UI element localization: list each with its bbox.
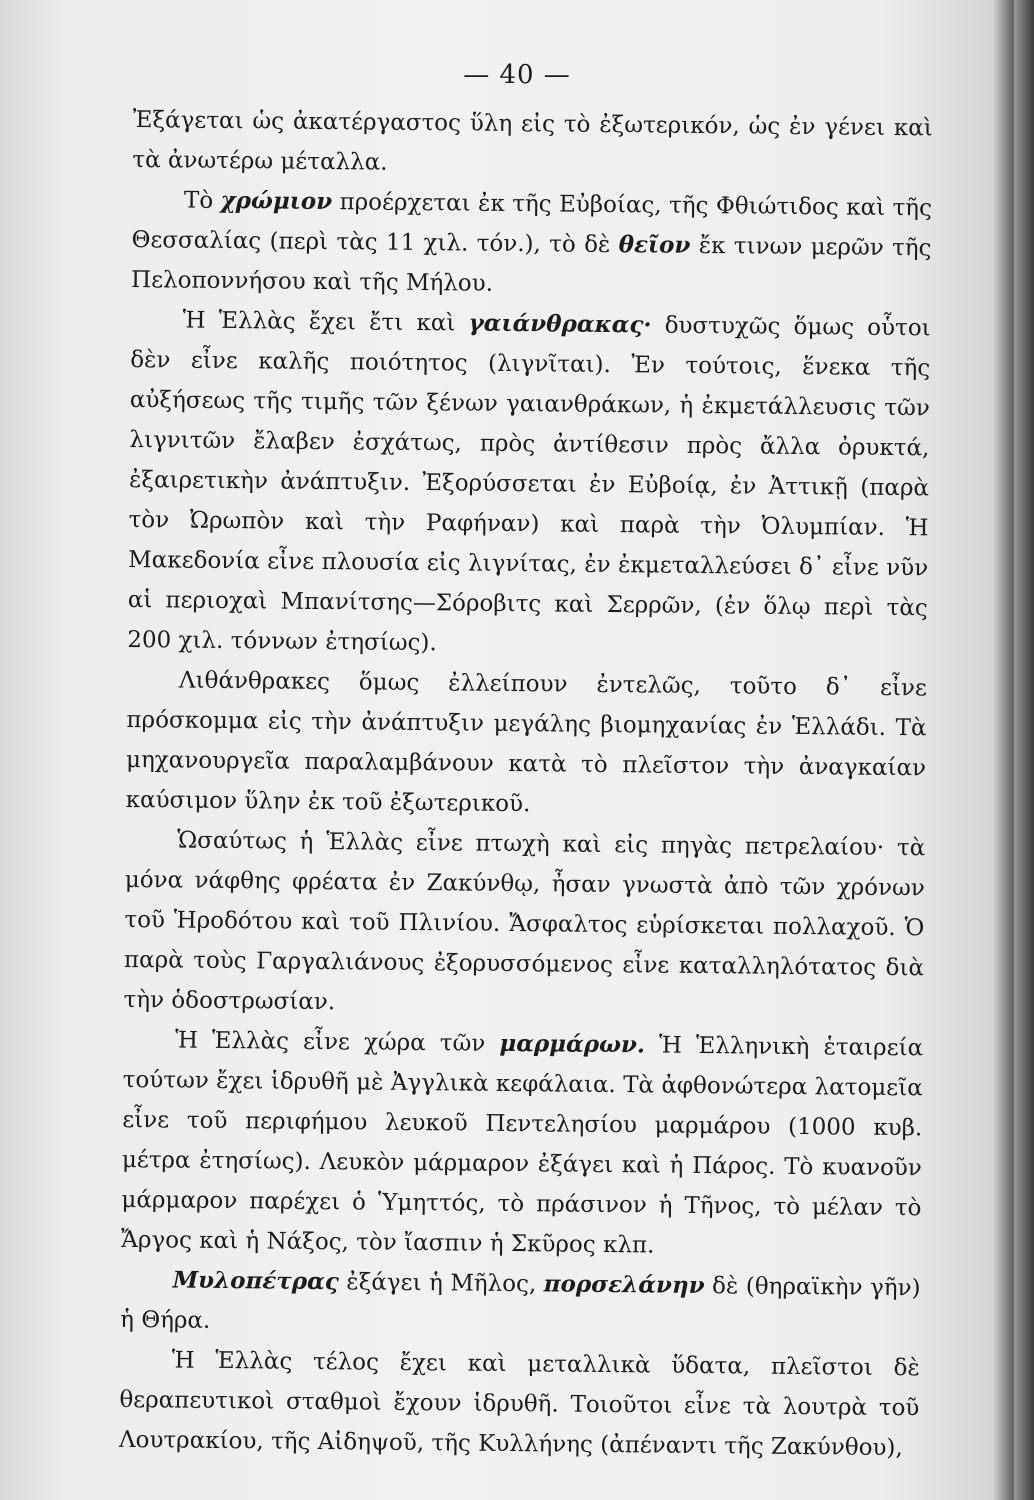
paragraph: [127, 300, 931, 668]
keyword: πορσελάνην: [543, 1270, 705, 1300]
paragraph: [120, 1260, 921, 1348]
keyword: χρώμιον: [220, 186, 333, 216]
text-run: ἐξάγει ἡ Μῆλος,: [338, 1269, 544, 1298]
text-run: δὲ (θηραϊκὴν γῆν) ἡ Θήρα.: [120, 1273, 921, 1334]
text-run: Ἡ Ἑλλὰς τέλος ἔχει καὶ μεταλλικὰ ὕδατα, πλεῖστοι δὲ θεραπευτικοὶ σταθμοὶ ἔχουν ἱδρυθῆ. Τοιοῦτοι εἶνε τὰ λουτρὰ τοῦ Λουτρακίου, τῆς Αἰδηψοῦ, τῆς Κυλλήνης (ἀπέναντι τῆς Ζακύνθου),: [118, 1347, 920, 1462]
keyword: θεῖον: [618, 231, 691, 259]
text-run: προέρχεται ἐκ τῆς Εὐβοίας, τῆς Φθιώτιδος καὶ τῆς Θεσσαλίας (περὶ τὰς 11 χιλ. τόν.), τὸ δὲ: [131, 189, 933, 259]
text-run: Ἐξάγεται ὡς ἀκατέργαστος ὕλη εἰς τὸ ἐξωτερικόν, ὡς ἐν γένει καὶ τὰ ἀνωτέρω μέταλλα.: [132, 106, 933, 176]
text-run: Ὡσαύτως ἡ Ἑλλὰς εἶνε πτωχὴ καὶ εἰς πηγὰς πετρελαίου· τὰ μόνα νάφθης φρέατα ἐν Ζακύνθῳ, ἦσαν γνωστὰ ἀπὸ τῶν χρόνων τοῦ Ἡροδότου καὶ τοῦ Πλινίου. Ἄσφαλτος εὑρίσκεται πολλαχοῦ. Ὁ παρὰ τοὺς Γαργαλιάνους ἐξορυσσόμενος εἶνε καταλληλότατος διὰ τὴν ὁδοστρωσίαν.: [123, 827, 926, 1016]
keyword: μαρμάρων.: [499, 1029, 646, 1059]
keyword: Μυλοπέτρας: [172, 1266, 339, 1296]
text-run: Ἡ Ἑλληνικὴ ἑταιρεία τούτων ἔχει ἱδρυθῆ μὲ Ἀγγλικὰ κεφάλαια. Τὰ ἀφθονώτερα λατομεῖα εἶνε τοῦ περιφήμου λευκοῦ Πεντελησίου μαρμάρου (1000 κυβ. μέτρα ἐτησίως). Λευκὸν μάρμαρον ἐξάγει καὶ ἡ Πάρος. Τὸ κυανοῦν μάρμαρον παρέχει ὁ Ὑμηττός, τὸ πράσινον ἡ Τῆνος, τὸ μέλαν τὸ Ἄργος καὶ ἡ Νάξος, τὸν ἴασπιν ἡ Σκῦρος κλπ.: [120, 1032, 924, 1259]
page-number: — 40 —: [463, 60, 571, 90]
paragraph: [125, 660, 927, 828]
text-run: Λιθάνθρακες ὅμως ἐλλείπουν ἐντελῶς, τοῦτο δ᾽ εἶνε πρόσκομμα εἰς τὴν ἀνάπτυξιν μεγάλης βιομηχανίας ἐν Ἑλλάδι. Τὰ μηχανουργεῖα παραλαμβάνουν κατὰ τὸ πλεῖστον τὴν ἀναγκαίαν καύσιμον ὕλην ἐκ τοῦ ἐξωτερικοῦ.: [125, 667, 928, 818]
text-run: Ἡ Ἑλλὰς εἶνε χώρα τῶν: [175, 1027, 500, 1057]
text-run: Ἡ Ἑλλὰς ἔχει ἔτι καὶ: [182, 307, 469, 337]
paragraph: [121, 1020, 923, 1268]
paragraph: [123, 820, 925, 1028]
text-run: δυστυχῶς ὅμως οὗτοι δὲν εἶνε καλῆς ποιότητος (λιγνῖται). Ἐν τούτοις, ἕνεκα τῆς αὐξήσεως τῆς τιμῆς τῶν ξένων γαιανθράκων, ἡ ἐκμετάλλευσις τῶν λιγνιτῶν ἔλαβεν ἐσχάτως, πρὸς ἀντίθεσιν πρὸς ἄλλα ὀρυκτά, ἐξαιρετικὴν ἀνάπτυξιν. Ἐξορύσσεται ἐν Εὐβοίᾳ, ἐν Ἀττικῇ (παρὰ τὸν Ὠρωπὸν καὶ τὴν Ραφήναν) καὶ παρὰ τὴν Ὀλυμπίαν. Ἡ Μακεδονία εἶνε πλουσία εἰς λιγνίτας, ἐν ἐκμεταλλεύσει δ᾽ εἶνε νῦν αἱ περιοχαὶ Μπανίτσης—Σόροβιτς καὶ Σερρῶν, (ἐν ὅλῳ περὶ τὰς 200 χιλ. τόννων ἐτησίως).: [127, 312, 931, 657]
body-text: [119, 100, 933, 1468]
paragraph: [132, 100, 933, 188]
text-run: ἔκ τινων μερῶν τῆς Πελοποννήσου καὶ τῆς Μήλου.: [130, 232, 932, 297]
page-edge-shadow: [1014, 0, 1034, 1500]
keyword: γαιάνθρακας·: [468, 309, 652, 339]
paragraph: [131, 180, 932, 308]
paragraph: [119, 1340, 920, 1468]
text-run: Τὸ: [183, 187, 221, 214]
